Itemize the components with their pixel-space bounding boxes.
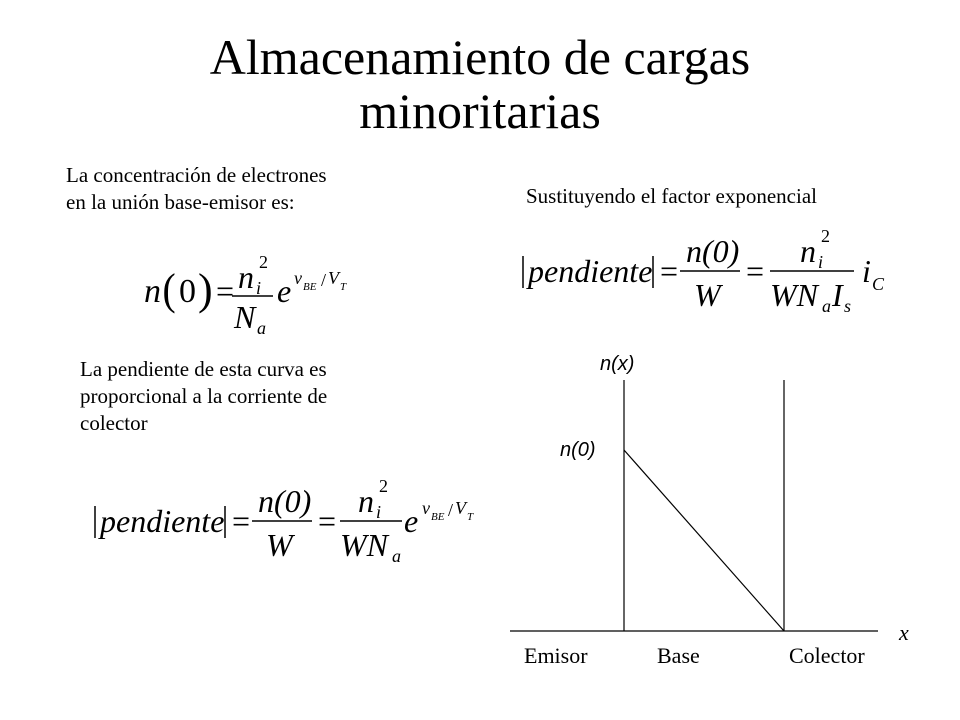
region-emisor-label: Emisor [524,643,588,668]
x-axis-label: x [899,620,909,645]
slope-line-3: colector [80,411,148,435]
eq1-exp-slash: / [321,270,327,290]
equation-slope-collector-current [514,228,894,320]
eq3-WN: WN [770,277,818,313]
eq2-ni: n [358,483,374,519]
eq3-pendiente: pendiente [528,253,653,289]
slide-title [0,28,960,140]
concentration-line-1: La concentración de electrones [66,163,327,187]
eq3-a-sub: a [822,296,831,316]
equation-slope-exponential [86,476,486,576]
concentration-paragraph [66,162,327,216]
eq1-exp-BE: BE [303,281,317,293]
eq2-sq: 2 [379,476,388,496]
eq1-i-sub: i [256,278,262,298]
eq2-a-sub: a [392,546,401,566]
eq3-C-sub: C [872,274,885,294]
eq2-i-sub: i [376,502,382,522]
substitute-line: Sustituyendo el factor exponencial [526,184,817,208]
title-line-2: minoritarias [359,83,601,139]
eq1-equals: = [216,273,235,309]
eq1-e: e [277,273,292,309]
eq2-e: e [404,503,419,539]
eq3-iC: i [862,253,871,289]
region-base-label: Base [657,643,700,668]
eq3-I: I [832,277,843,313]
eq3-i-sub: i [818,252,824,272]
eq2-W: W [266,527,293,563]
eq1-Na: N [234,299,256,335]
eq1-open-paren: ( [162,266,176,315]
eq1-ni: n [238,259,254,295]
eq1-a-sub: a [257,318,266,338]
eq1-close-paren: ) [198,265,213,314]
carrier-distribution-diagram [500,340,930,680]
eq2-exp-v: v [422,498,430,518]
eq2-WN: WN [340,527,388,563]
eq3-sq: 2 [821,226,830,246]
eq1-exp-T: T [340,281,347,293]
title-line-1: Almacenamiento de cargas [209,29,751,85]
eq1-sq: 2 [259,252,268,272]
eq1-exp-v: v [294,268,302,288]
eq3-equals-1: = [660,253,679,289]
substitute-paragraph [526,183,817,210]
n0-label: n(0) [560,439,596,461]
eq1-n: n [144,273,161,310]
slope-line-1: La pendiente de esta curva es [80,357,327,381]
y-axis-label: n(x) [600,353,635,375]
carrier-profile-line [624,450,784,631]
eq3-n0: n(0) [686,233,740,269]
slope-line-2: proporcional a la corriente de [80,384,328,408]
eq1-exp-V: V [328,268,339,288]
concentration-line-2: en la unión base-emisor es: [66,190,295,214]
slope-paragraph [80,356,327,437]
eq2-exp-V: V [455,498,466,518]
eq2-exp-BE: BE [431,511,445,523]
equation-electron-concentration [140,248,360,338]
eq2-exp-slash: / [448,500,454,520]
eq2-equals-1: = [232,503,251,539]
eq2-exp-T: T [467,511,474,523]
eq3-equals-2: = [746,253,765,289]
region-colector-label: Colector [789,643,865,668]
eq2-equals-2: = [318,503,337,539]
eq2-pendiente: pendiente [100,503,225,539]
eq3-W: W [694,277,721,313]
eq3-s-sub: s [844,296,852,316]
eq3-ni: n [800,233,816,269]
eq2-n0: n(0) [258,483,312,519]
eq1-zero: 0 [179,273,196,310]
